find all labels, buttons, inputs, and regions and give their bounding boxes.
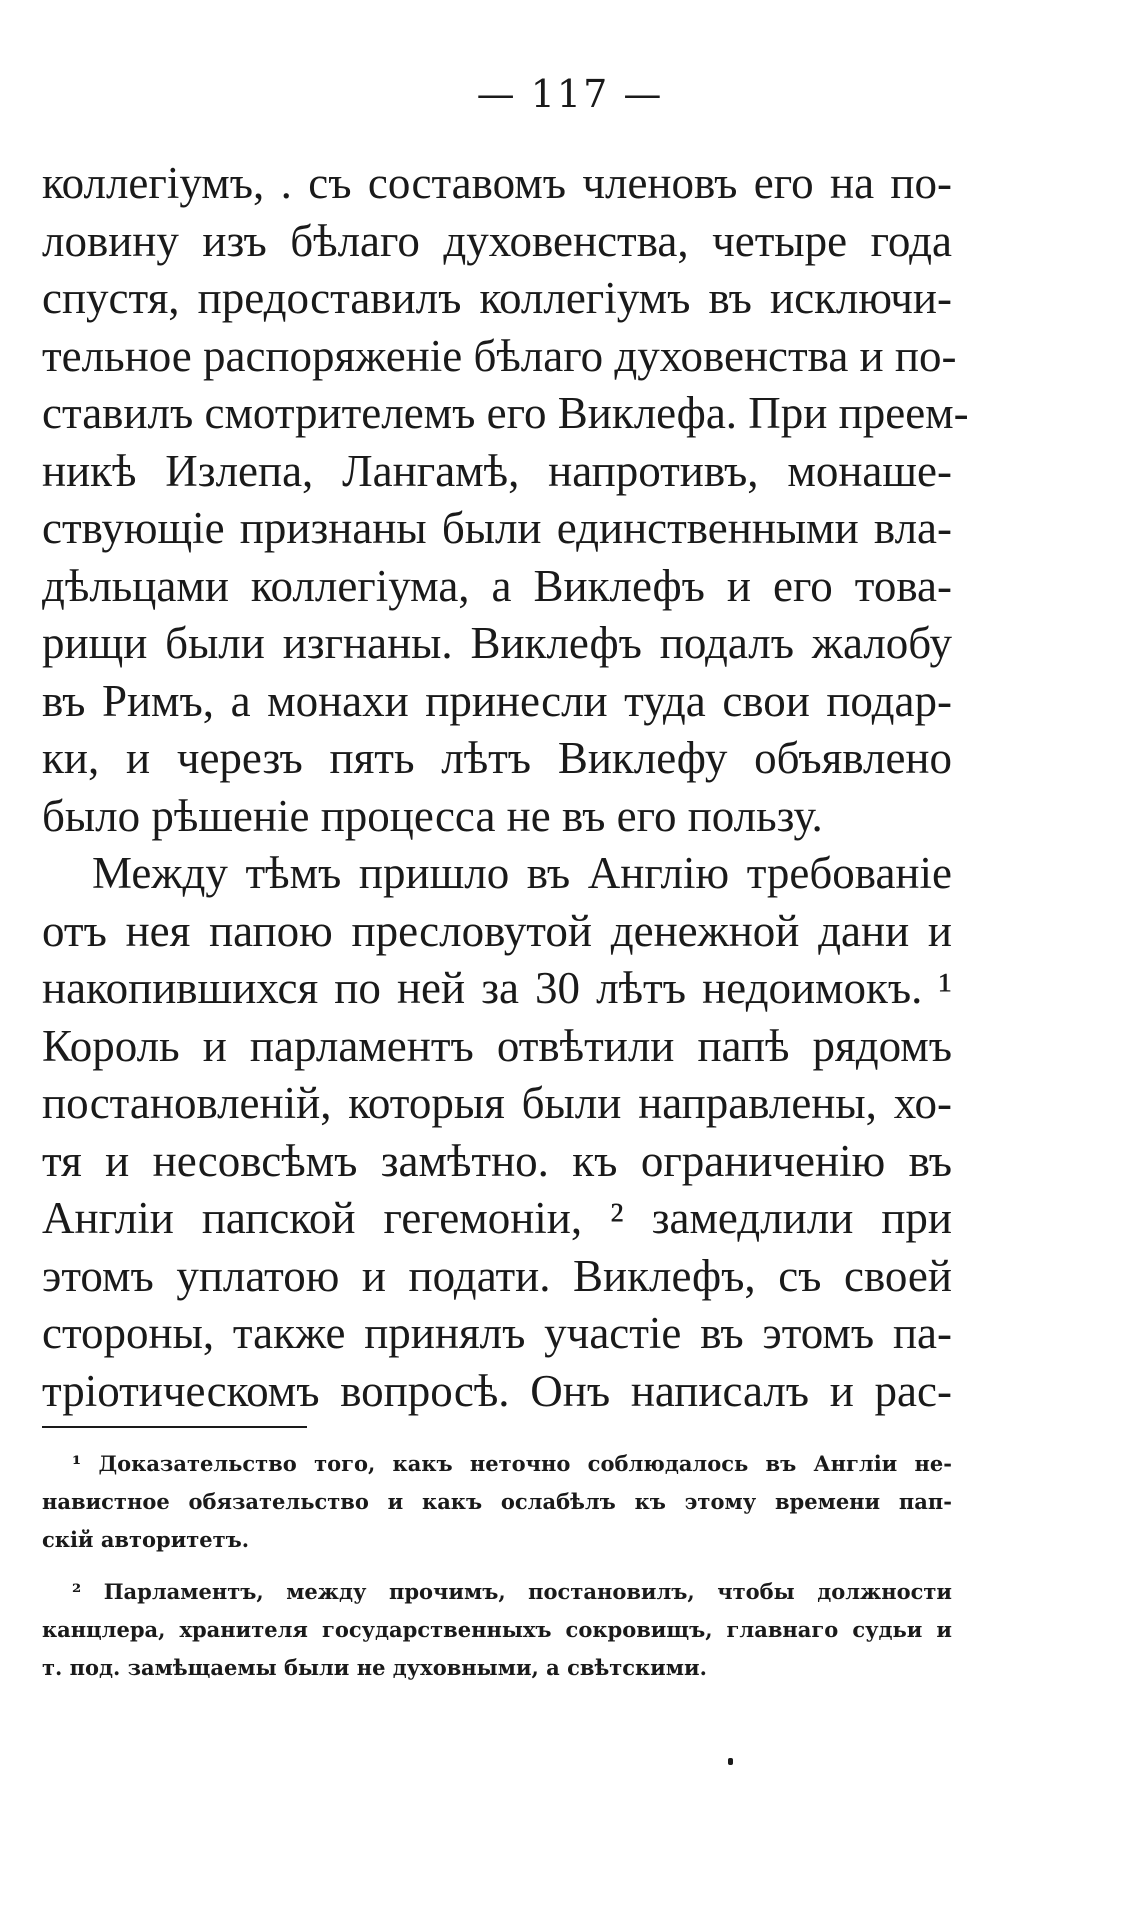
text-line: тельное распоряженіе бѣлаго духовенства и по- bbox=[42, 330, 957, 381]
text-line: спустя, предоставилъ коллегіумъ въ исключи- bbox=[42, 273, 952, 323]
footnote-line: канцлера, хранителя государственныхъ сокровищъ, главнаго судьи и bbox=[42, 1617, 952, 1642]
text-line: было рѣшеніе процесса не въ его пользу. bbox=[42, 790, 823, 841]
footnote-divider bbox=[42, 1426, 307, 1428]
text-line: стороны, также принялъ участіе въ этомъ па- bbox=[42, 1308, 952, 1358]
text-line: дѣльцами коллегіума, а Виклефъ и его това- bbox=[42, 560, 952, 611]
text-line: отъ нея папою пресловутой денежной дани и bbox=[42, 905, 952, 956]
text-line: ловину изъ бѣлаго духовенства, четыре года bbox=[42, 215, 952, 266]
text-line: ки, и черезъ пять лѣтъ Виклефу объявлено bbox=[42, 733, 952, 783]
text-line: Между тѣмъ пришло въ Англію требованіе bbox=[92, 848, 952, 898]
text-line: тріотическомъ вопросѣ. Онъ написалъ и рас- bbox=[42, 1365, 952, 1416]
body-text bbox=[42, 155, 969, 1420]
text-line: Англіи папской гегемоніи, ² замедлили при bbox=[42, 1193, 952, 1243]
ink-speck bbox=[728, 1758, 733, 1765]
text-line: накопившихся по ней за 30 лѣтъ недоимокъ. ¹ bbox=[42, 963, 952, 1013]
text-line: постановленій, которыя были направлены, хо- bbox=[42, 1078, 952, 1128]
text-line: коллегіумъ, . съ составомъ членовъ его на по- bbox=[42, 158, 952, 208]
text-line: ставилъ смотрителемъ его Виклефа. При преем- bbox=[42, 388, 969, 438]
text-line: въ Римъ, а монахи принесли туда свои подар- bbox=[42, 675, 952, 726]
page-number: — 117 — bbox=[476, 72, 664, 116]
footnote-1 bbox=[42, 1445, 952, 1559]
footnote-line: ¹ Доказательство того, какъ неточно соблюдалось въ Англіи не- bbox=[72, 1451, 952, 1476]
footnote-line: т. под. замѣщаемы были не духовными, а свѣтскими. bbox=[42, 1655, 707, 1680]
footnote-line: навистное обязательство и какъ ослабѣлъ къ этому времени пап- bbox=[42, 1489, 952, 1514]
text-line: рищи были изгнаны. Виклефъ подалъ жалобу bbox=[42, 618, 952, 668]
footnote-line: скій авторитетъ. bbox=[42, 1527, 250, 1552]
footnotes bbox=[42, 1445, 952, 1687]
text-line: Король и парламентъ отвѣтили папѣ рядомъ bbox=[42, 1020, 952, 1071]
text-line: тя и несовсѣмъ замѣтно. къ ограниченію въ bbox=[42, 1135, 952, 1186]
text-line: ствующіе признаны были единственными вла- bbox=[42, 503, 952, 553]
text-line: никѣ Излепа, Лангамѣ, напротивъ, монаше- bbox=[42, 445, 952, 496]
footnote-2 bbox=[42, 1573, 952, 1687]
footnote-line: ² Парламентъ, между прочимъ, постановилъ, чтобы должности bbox=[72, 1579, 952, 1604]
text-line: этомъ уплатою и подати. Виклефъ, съ своей bbox=[42, 1250, 952, 1301]
